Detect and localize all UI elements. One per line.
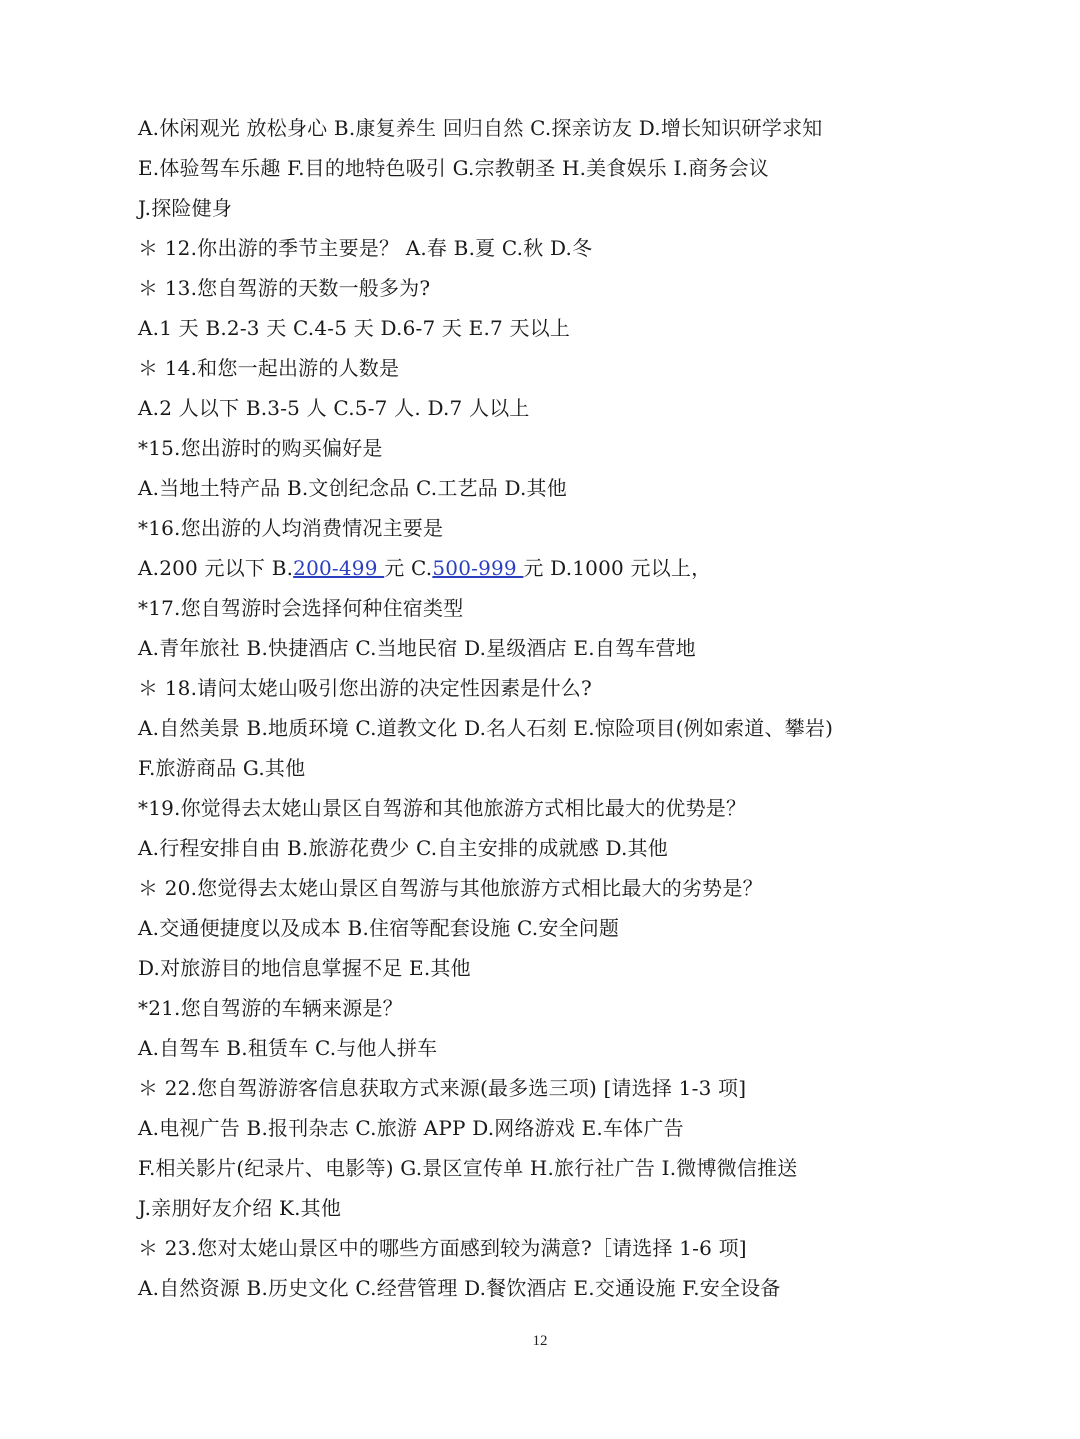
- text-line: A.2 人以下 B.3-5 人 C.5-7 人. D.7 人以上: [138, 396, 530, 420]
- text-line: A.交通便捷度以及成本 B.住宿等配套设施 C.安全问题: [138, 916, 620, 940]
- question-19: *19.你觉得去太姥山景区自驾游和其他旅游方式相比最大的优势是？: [138, 796, 747, 820]
- range-link-200-499[interactable]: 200-499: [293, 556, 385, 580]
- question-17: *17.您自驾游时会选择何种住宿类型: [138, 596, 464, 620]
- text-line: J.亲朋好友介绍 K.其他: [138, 1196, 342, 1220]
- text-line: J.探险健身: [138, 196, 233, 220]
- question-21: *21.您自驾游的车辆来源是？: [138, 996, 403, 1020]
- page-number: 12: [532, 1333, 548, 1349]
- text-line: F.相关影片(纪录片、电影等) G.景区宣传单 H.旅行社广告 I.微博微信推送: [138, 1156, 798, 1180]
- range-link-500-999[interactable]: 500-999: [432, 556, 524, 580]
- text-line: E.体验驾车乐趣 F.目的地特色吸引 G.宗教朝圣 H.美食娱乐 I.商务会议: [138, 156, 769, 180]
- question-20: ＊ 20.您觉得去太姥山景区自驾游与其他旅游方式相比最大的劣势是？: [138, 876, 763, 900]
- option-text: 元 D.1000 元以上，: [523, 556, 712, 580]
- text-line: A.1 天 B.2-3 天 C.4-5 天 D.6-7 天 E.7 天以上: [138, 316, 571, 340]
- text-line: D.对旅游目的地信息掌握不足 E.其他: [138, 956, 471, 980]
- text-line: A.自然美景 B.地质环境 C.道教文化 D.名人石刻 E.惊险项目(例如索道、攀岩): [138, 716, 834, 740]
- option-text: 元 C.: [384, 556, 433, 580]
- option-text: A.200 元以下 B.: [138, 556, 294, 580]
- question-22: ＊ 22.您自驾游游客信息获取方式来源(最多选三项) [请选择 1-3 项]: [138, 1076, 747, 1100]
- text-line: A.自驾车 B.租赁车 C.与他人拼车: [138, 1036, 438, 1060]
- text-line: A.行程安排自由 B.旅游花费少 C.自主安排的成就感 D.其他: [138, 836, 668, 860]
- question-14: ＊ 14.和您一起出游的人数是: [138, 356, 400, 380]
- text-line: F.旅游商品 G.其他: [138, 756, 306, 780]
- text-line: A.电视广告 B.报刊杂志 C.旅游 APP D.网络游戏 E.车体广告: [138, 1116, 684, 1140]
- question-list: [138, 108, 1038, 1308]
- text-line: A.青年旅社 B.快捷酒店 C.当地民宿 D.星级酒店 E.自驾车营地: [138, 636, 696, 660]
- text-line: A.自然资源 B.历史文化 C.经营管理 D.餐饮酒店 E.交通设施 F.安全设备: [138, 1276, 781, 1300]
- question-13: ＊ 13.您自驾游的天数一般多为?: [138, 276, 431, 300]
- question-23: ＊ 23.您对太姥山景区中的哪些方面感到较为满意?［请选择 1-6 项]: [138, 1236, 747, 1260]
- question-12: ＊ 12.你出游的季节主要是？ A.春 B.夏 C.秋 D.冬: [138, 236, 593, 260]
- text-line: A.休闲观光 放松身心 B.康复养生 回归自然 C.探亲访友 D.增长知识研学求知: [138, 116, 823, 140]
- question-16: *16.您出游的人均消费情况主要是: [138, 516, 444, 540]
- question-15: *15.您出游时的购买偏好是: [138, 436, 383, 460]
- question-18: ＊ 18.请问太姥山吸引您出游的决定性因素是什么?: [138, 676, 592, 700]
- text-line-with-links: [138, 548, 1038, 588]
- text-line: A.当地土特产品 B.文创纪念品 C.工艺品 D.其他: [138, 476, 567, 500]
